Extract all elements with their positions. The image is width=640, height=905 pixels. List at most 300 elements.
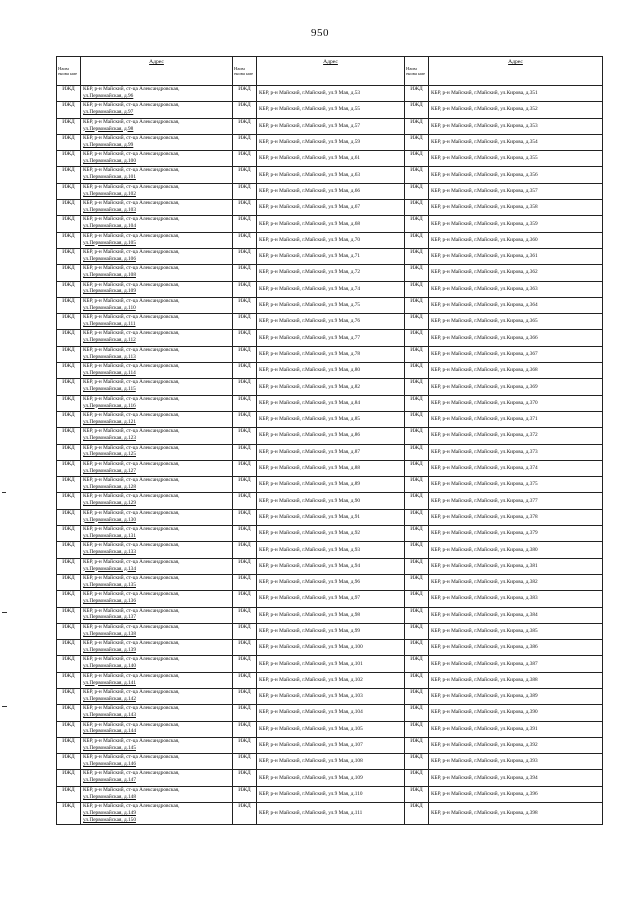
address-cell-col-3: КБР, р-н Майский, г.Майский, ул.Кирова, д.363 [429, 281, 603, 297]
table-row [57, 509, 603, 525]
address-line: КБР, р-н Майский, ст-ца Александровская, [83, 640, 180, 647]
table-row [57, 721, 603, 737]
address-cell-col-1 [81, 379, 233, 395]
address-line: ул.Первомайская, д.144 [83, 728, 136, 735]
object-type-cell-col-1: ИЖД [57, 509, 81, 525]
object-type-cell-col-3: ИЖД [405, 737, 429, 753]
address-cell-col-3: КБР, р-н Майский, г.Майский, ул.Кирова, д.378 [429, 509, 603, 525]
scan-margin-mark [2, 492, 6, 493]
object-type-cell-col-2: ИЖД [233, 591, 257, 607]
address-line: КБР, р-н Майский, ст-ца Александровская, [83, 721, 180, 728]
address-line: ул.Первомайская, д.121 [83, 418, 136, 425]
address-cell-col-3: КБР, р-н Майский, г.Майский, ул.Кирова, д.370 [429, 395, 603, 411]
object-type-cell-col-3: ИЖД [405, 167, 429, 183]
object-type-cell-col-2: ИЖД [233, 428, 257, 444]
address-line: ул.Первомайская, д.145 [83, 744, 136, 751]
table-row [57, 688, 603, 704]
address-line: КБР, р-н Майский, ст-ца Александровская, [83, 493, 180, 500]
address-cell-col-3: КБР, р-н Майский, г.Майский, ул.Кирова, д.389 [429, 688, 603, 704]
address-cell-col-3: КБР, р-н Майский, г.Майский, ул.Кирова, д.398 [429, 803, 603, 825]
address-cell-col-1 [81, 297, 233, 313]
address-line: КБР, р-н Майский, ст-ца Александровская, [83, 346, 180, 353]
address-cell-col-1 [81, 183, 233, 199]
address-cell-col-3: КБР, р-н Майский, г.Майский, ул.Кирова, д.368 [429, 363, 603, 379]
object-type-cell-col-3: ИЖД [405, 721, 429, 737]
address-cell-col-2: КБР, р-н Майский, г.Майский, ул.9 Мая, д.70 [257, 232, 405, 248]
table-row [57, 379, 603, 395]
address-line: ул.Первомайская, д.96 [83, 92, 134, 99]
object-type-cell-col-2: ИЖД [233, 558, 257, 574]
address-cell-col-2: КБР, р-н Майский, г.Майский, ул.9 Мая, д.75 [257, 297, 405, 313]
object-type-cell-col-2: ИЖД [233, 363, 257, 379]
object-type-cell-col-2: ИЖД [233, 754, 257, 770]
table-row [57, 542, 603, 558]
address-cell-col-3: КБР, р-н Майский, г.Майский, ул.Кирова, д.352 [429, 102, 603, 118]
address-cell-col-2: КБР, р-н Майский, г.Майский, ул.9 Мая, д.100 [257, 640, 405, 656]
table-row [57, 363, 603, 379]
address-cell-col-3: КБР, р-н Майский, г.Майский, ул.Кирова, д.385 [429, 623, 603, 639]
address-cell-col-2: КБР, р-н Майский, г.Майский, ул.9 Мая, д.94 [257, 558, 405, 574]
address-cell-col-3: КБР, р-н Майский, г.Майский, ул.Кирова, д.377 [429, 493, 603, 509]
address-line: ул.Первомайская, д.116 [83, 402, 136, 409]
address-line: КБР, р-н Майский, ст-ца Александровская, [83, 786, 180, 793]
object-type-cell-col-3: ИЖД [405, 265, 429, 281]
address-cell-col-3: КБР, р-н Майский, г.Майский, ул.Кирова, д.387 [429, 656, 603, 672]
address-cell-col-2: КБР, р-н Майский, г.Майский, ул.9 Мая, д.72 [257, 265, 405, 281]
address-cell-col-3: КБР, р-н Майский, г.Майский, ул.Кирова, д.383 [429, 591, 603, 607]
object-type-cell-col-1: ИЖД [57, 183, 81, 199]
address-cell-col-3: КБР, р-н Майский, г.Майский, ул.Кирова, д.388 [429, 672, 603, 688]
object-type-cell-col-1: ИЖД [57, 656, 81, 672]
object-type-cell-col-1: ИЖД [57, 411, 81, 427]
object-type-cell-col-3: ИЖД [405, 118, 429, 134]
object-type-cell-col-2: ИЖД [233, 574, 257, 590]
object-type-cell-col-1: ИЖД [57, 102, 81, 118]
address-line: ул.Первомайская, д.127 [83, 467, 136, 474]
object-type-cell-col-3: ИЖД [405, 411, 429, 427]
address-cell-col-3: КБР, р-н Майский, г.Майский, ул.Кирова, д.386 [429, 640, 603, 656]
address-table [56, 56, 603, 825]
object-type-cell-col-2: ИЖД [233, 444, 257, 460]
table-row [57, 477, 603, 493]
address-cell-col-1 [81, 118, 233, 134]
address-cell-col-1 [81, 248, 233, 264]
address-line: КБР, р-н Майский, ст-ца Александровская, [83, 200, 180, 207]
scan-margin-mark [2, 612, 7, 613]
object-type-cell-col-3: ИЖД [405, 330, 429, 346]
object-type-cell-col-3: ИЖД [405, 786, 429, 802]
address-cell-col-2: КБР, р-н Майский, г.Майский, ул.9 Мая, д.85 [257, 411, 405, 427]
address-cell-col-1 [81, 281, 233, 297]
object-type-cell-col-3: ИЖД [405, 672, 429, 688]
table-row [57, 428, 603, 444]
address-line: КБР, р-н Майский, ст-ца Александровская, [83, 444, 180, 451]
address-cell-col-3: КБР, р-н Майский, г.Майский, ул.Кирова, д.381 [429, 558, 603, 574]
object-type-cell-col-3: ИЖД [405, 477, 429, 493]
address-line: ул.Первомайская, д.149 [83, 809, 136, 816]
address-cell-col-1 [81, 672, 233, 688]
address-cell-col-2: КБР, р-н Майский, г.Майский, ул.9 Мая, д.92 [257, 526, 405, 542]
object-type-cell-col-1: ИЖД [57, 248, 81, 264]
address-cell-col-1 [81, 526, 233, 542]
table-row [57, 754, 603, 770]
address-cell-col-2: КБР, р-н Майский, г.Майский, ул.9 Мая, д.103 [257, 688, 405, 704]
address-cell-col-3: КБР, р-н Майский, г.Майский, ул.Кирова, д.375 [429, 477, 603, 493]
object-type-cell-col-3: ИЖД [405, 151, 429, 167]
address-cell-col-3: КБР, р-н Майский, г.Майский, ул.Кирова, д.372 [429, 428, 603, 444]
address-line: ул.Первомайская, д.114 [83, 369, 136, 376]
address-cell-col-3: КБР, р-н Майский, г.Майский, ул.Кирова, д.366 [429, 330, 603, 346]
address-line: КБР, р-н Майский, ст-ца Александровская, [83, 607, 180, 614]
object-type-cell-col-2: ИЖД [233, 330, 257, 346]
object-type-cell-col-1: ИЖД [57, 574, 81, 590]
object-type-cell-col-2: ИЖД [233, 151, 257, 167]
object-type-cell-col-2: ИЖД [233, 656, 257, 672]
address-cell-col-1 [81, 574, 233, 590]
address-line: ул.Первомайская, д.104 [83, 223, 136, 230]
object-type-cell-col-1: ИЖД [57, 330, 81, 346]
header-name-col-2: Наим енова ние [233, 57, 257, 86]
object-type-cell-col-3: ИЖД [405, 200, 429, 216]
address-cell-col-3: КБР, р-н Майский, г.Майский, ул.Кирова, д.367 [429, 346, 603, 362]
address-cell-col-2: КБР, р-н Майский, г.Майский, ул.9 Мая, д.53 [257, 86, 405, 102]
address-cell-col-3: КБР, р-н Майский, г.Майский, ул.Кирова, д.373 [429, 444, 603, 460]
address-cell-col-3: КБР, р-н Майский, г.Майский, ул.Кирова, д.357 [429, 183, 603, 199]
object-type-cell-col-1: ИЖД [57, 86, 81, 102]
address-line: КБР, р-н Майский, ст-ца Александровская, [83, 297, 180, 304]
address-cell-col-3: КБР, р-н Майский, г.Майский, ул.Кирова, д.362 [429, 265, 603, 281]
address-line: ул.Первомайская, д.134 [83, 565, 136, 572]
object-type-cell-col-3: ИЖД [405, 346, 429, 362]
address-line: ул.Первомайская, д.101 [83, 174, 136, 181]
address-line: ул.Первомайская, д.142 [83, 695, 136, 702]
address-cell-col-2: КБР, р-н Майский, г.Майский, ул.9 Мая, д.67 [257, 200, 405, 216]
address-line: ул.Первомайская, д.138 [83, 630, 136, 637]
object-type-cell-col-1: ИЖД [57, 167, 81, 183]
address-line: ул.Первомайская, д.123 [83, 435, 136, 442]
address-line: ул.Первомайская, д.135 [83, 581, 136, 588]
object-type-cell-col-2: ИЖД [233, 411, 257, 427]
object-type-cell-col-1: ИЖД [57, 265, 81, 281]
address-cell-col-2: КБР, р-н Майский, г.Майский, ул.9 Мая, д.97 [257, 591, 405, 607]
address-cell-col-3: КБР, р-н Майский, г.Майский, ул.Кирова, д.364 [429, 297, 603, 313]
address-cell-col-1 [81, 151, 233, 167]
object-type-cell-col-2: ИЖД [233, 542, 257, 558]
address-cell-col-1 [81, 265, 233, 281]
object-type-cell-col-1: ИЖД [57, 493, 81, 509]
object-type-cell-col-1: ИЖД [57, 770, 81, 786]
header-address-col-3: Адрес [429, 57, 603, 86]
table-row [57, 591, 603, 607]
address-line: ул.Первомайская, д.111 [83, 321, 136, 328]
object-type-cell-col-2: ИЖД [233, 509, 257, 525]
address-cell-col-3: КБР, р-н Майский, г.Майский, ул.Кирова, д.392 [429, 737, 603, 753]
address-cell-col-2: КБР, р-н Майский, г.Майский, ул.9 Мая, д.55 [257, 102, 405, 118]
table-row [57, 623, 603, 639]
object-type-cell-col-2: ИЖД [233, 607, 257, 623]
object-type-cell-col-2: ИЖД [233, 118, 257, 134]
table-row [57, 493, 603, 509]
address-cell-col-3: КБР, р-н Майский, г.Майский, ул.Кирова, д.356 [429, 167, 603, 183]
object-type-cell-col-1: ИЖД [57, 134, 81, 150]
address-cell-col-2: КБР, р-н Майский, г.Майский, ул.9 Мая, д.82 [257, 379, 405, 395]
table-row [57, 672, 603, 688]
address-cell-col-2: КБР, р-н Майский, г.Майский, ул.9 Мая, д.99 [257, 623, 405, 639]
object-type-cell-col-1: ИЖД [57, 591, 81, 607]
object-type-cell-col-1: ИЖД [57, 428, 81, 444]
object-type-cell-col-1: ИЖД [57, 786, 81, 802]
object-type-cell-col-1: ИЖД [57, 737, 81, 753]
object-type-cell-col-1: ИЖД [57, 705, 81, 721]
address-line: КБР, р-н Майский, ст-ца Александровская, [83, 281, 180, 288]
object-type-cell-col-2: ИЖД [233, 460, 257, 476]
address-line: КБР, р-н Майский, ст-ца Александровская, [83, 395, 180, 402]
address-cell-col-1 [81, 363, 233, 379]
address-line: КБР, р-н Майский, ст-ца Александровская, [83, 460, 180, 467]
address-cell-col-2: КБР, р-н Майский, г.Майский, ул.9 Мая, д.109 [257, 770, 405, 786]
address-line: ул.Первомайская, д.131 [83, 532, 136, 539]
header-address-col-1: Адрес [81, 57, 233, 86]
object-type-cell-col-3: ИЖД [405, 526, 429, 542]
address-line: КБР, р-н Майский, ст-ца Александровская, [83, 623, 180, 630]
address-cell-col-1 [81, 444, 233, 460]
address-cell-col-3: КБР, р-н Майский, г.Майский, ул.Кирова, д.359 [429, 216, 603, 232]
address-line: КБР, р-н Майский, ст-ца Александровская, [83, 265, 180, 272]
table-row [57, 705, 603, 721]
table-row [57, 395, 603, 411]
address-line: ул.Первомайская, д.133 [83, 549, 136, 556]
address-cell-col-2: КБР, р-н Майский, г.Майский, ул.9 Мая, д.90 [257, 493, 405, 509]
table-row [57, 444, 603, 460]
address-line: ул.Первомайская, д.146 [83, 761, 136, 768]
object-type-cell-col-1: ИЖД [57, 232, 81, 248]
object-type-cell-col-2: ИЖД [233, 786, 257, 802]
object-type-cell-col-2: ИЖД [233, 395, 257, 411]
address-cell-col-1 [81, 134, 233, 150]
address-line: ул.Первомайская, д.136 [83, 598, 136, 605]
page-number: 950 [311, 27, 329, 39]
address-line: ул.Первомайская, д.125 [83, 451, 136, 458]
object-type-cell-col-3: ИЖД [405, 232, 429, 248]
address-line: КБР, р-н Майский, ст-ца Александровская, [83, 102, 180, 109]
address-line: КБР, р-н Майский, ст-ца Александровская, [83, 574, 180, 581]
address-cell-col-2: КБР, р-н Майский, г.Майский, ул.9 Мая, д.87 [257, 444, 405, 460]
address-line: ул.Первомайская, д.148 [83, 793, 136, 800]
address-line: ул.Первомайская, д.140 [83, 663, 136, 670]
table-row [57, 346, 603, 362]
address-line: ул.Первомайская, д.139 [83, 647, 136, 653]
address-line: КБР, р-н Майский, ст-ца Александровская, [83, 248, 180, 255]
object-type-cell-col-2: ИЖД [233, 526, 257, 542]
object-type-cell-col-3: ИЖД [405, 395, 429, 411]
object-type-cell-col-3: ИЖД [405, 102, 429, 118]
address-cell-col-3: КБР, р-н Майский, г.Майский, ул.Кирова, д.382 [429, 574, 603, 590]
object-type-cell-col-2: ИЖД [233, 265, 257, 281]
address-cell-col-1 [81, 460, 233, 476]
table-row [57, 134, 603, 150]
object-type-cell-col-2: ИЖД [233, 167, 257, 183]
address-cell-col-1 [81, 428, 233, 444]
address-line: ул.Первомайская, д.108 [83, 272, 136, 279]
object-type-cell-col-2: ИЖД [233, 770, 257, 786]
address-cell-col-1 [81, 786, 233, 802]
address-line: КБР, р-н Майский, ст-ца Александровская, [83, 526, 180, 533]
object-type-cell-col-3: ИЖД [405, 705, 429, 721]
address-line: КБР, р-н Майский, ст-ца Александровская, [83, 591, 180, 598]
address-cell-col-2: КБР, р-н Майский, г.Майский, ул.9 Мая, д.84 [257, 395, 405, 411]
table-row [57, 526, 603, 542]
address-line: КБР, р-н Майский, ст-ца Александровская, [83, 86, 180, 92]
address-cell-col-2: КБР, р-н Майский, г.Майский, ул.9 Мая, д.68 [257, 216, 405, 232]
address-line: ул.Первомайская, д.98 [83, 125, 134, 132]
address-line: КБР, р-н Майский, ст-ца Александровская, [83, 232, 180, 239]
address-cell-col-2: КБР, р-н Майский, г.Майский, ул.9 Мая, д.91 [257, 509, 405, 525]
address-line: ул.Первомайская, д.113 [83, 353, 136, 360]
table-row [57, 314, 603, 330]
object-type-cell-col-3: ИЖД [405, 640, 429, 656]
address-cell-col-2: КБР, р-н Майский, г.Майский, ул.9 Мая, д.101 [257, 656, 405, 672]
address-cell-col-1 [81, 395, 233, 411]
object-type-cell-col-1: ИЖД [57, 118, 81, 134]
object-type-cell-col-3: ИЖД [405, 297, 429, 313]
address-cell-col-3: КБР, р-н Майский, г.Майский, ул.Кирова, д.361 [429, 248, 603, 264]
table-row [57, 265, 603, 281]
address-cell-col-2: КБР, р-н Майский, г.Майский, ул.9 Мая, д.78 [257, 346, 405, 362]
address-line: КБР, р-н Майский, ст-ца Александровская, [83, 705, 180, 712]
address-cell-col-2: КБР, р-н Майский, г.Майский, ул.9 Мая, д.59 [257, 134, 405, 150]
address-line: ул.Первомайская, д.106 [83, 255, 136, 262]
table-row [57, 330, 603, 346]
table-row [57, 232, 603, 248]
address-cell-col-1 [81, 623, 233, 639]
address-cell-col-1 [81, 86, 233, 102]
address-cell-col-3: КБР, р-н Майский, г.Майский, ул.Кирова, д.380 [429, 542, 603, 558]
address-line: ул.Первомайская, д.110 [83, 304, 136, 311]
object-type-cell-col-3: ИЖД [405, 558, 429, 574]
address-cell-col-3: КБР, р-н Майский, г.Майский, ул.Кирова, д.391 [429, 721, 603, 737]
object-type-cell-col-3: ИЖД [405, 607, 429, 623]
object-type-cell-col-3: ИЖД [405, 656, 429, 672]
address-line: ул.Первомайская, д.99 [83, 141, 134, 148]
address-cell-col-2: КБР, р-н Майский, г.Майский, ул.9 Мая, д.88 [257, 460, 405, 476]
address-line: КБР, р-н Майский, ст-ца Александровская, [83, 803, 180, 810]
table-row [57, 558, 603, 574]
address-cell-col-1 [81, 591, 233, 607]
address-cell-col-3: КБР, р-н Майский, г.Майский, ул.Кирова, д.360 [429, 232, 603, 248]
object-type-cell-col-2: ИЖД [233, 477, 257, 493]
object-type-cell-col-3: ИЖД [405, 216, 429, 232]
address-cell-col-2: КБР, р-н Майский, г.Майский, ул.9 Мая, д.108 [257, 754, 405, 770]
address-cell-col-3: КБР, р-н Майский, г.Майский, ул.Кирова, д.351 [429, 86, 603, 102]
address-line: КБР, р-н Майский, ст-ца Александровская, [83, 477, 180, 484]
table-row [57, 281, 603, 297]
address-line: ул.Первомайская, д.147 [83, 777, 136, 784]
object-type-cell-col-2: ИЖД [233, 721, 257, 737]
object-type-cell-col-1: ИЖД [57, 672, 81, 688]
object-type-cell-col-2: ИЖД [233, 102, 257, 118]
object-type-cell-col-1: ИЖД [57, 379, 81, 395]
table-body [57, 86, 603, 825]
address-cell-col-2: КБР, р-н Майский, г.Майский, ул.9 Мая, д.71 [257, 248, 405, 264]
address-cell-col-3: КБР, р-н Майский, г.Майский, ул.Кирова, д.353 [429, 118, 603, 134]
object-type-cell-col-1: ИЖД [57, 363, 81, 379]
address-cell-col-3: КБР, р-н Майский, г.Майский, ул.Кирова, д.390 [429, 705, 603, 721]
object-type-cell-col-1: ИЖД [57, 754, 81, 770]
address-cell-col-2: КБР, р-н Майский, г.Майский, ул.9 Мая, д.111 [257, 803, 405, 825]
table-header-row [57, 57, 603, 86]
address-cell-col-1 [81, 411, 233, 427]
address-line: КБР, р-н Майский, ст-ца Александровская, [83, 411, 180, 418]
object-type-cell-col-1: ИЖД [57, 640, 81, 656]
table-row [57, 118, 603, 134]
object-type-cell-col-3: ИЖД [405, 770, 429, 786]
object-type-cell-col-2: ИЖД [233, 86, 257, 102]
address-cell-col-3: КБР, р-н Майский, г.Майский, ул.Кирова, д.369 [429, 379, 603, 395]
table-row [57, 102, 603, 118]
object-type-cell-col-3: ИЖД [405, 86, 429, 102]
address-line: ул.Первомайская, д.105 [83, 239, 136, 246]
object-type-cell-col-2: ИЖД [233, 672, 257, 688]
address-line: КБР, р-н Майский, ст-ца Александровская, [83, 509, 180, 516]
address-cell-col-2: КБР, р-н Майский, г.Майский, ул.9 Мая, д.110 [257, 786, 405, 802]
object-type-cell-col-2: ИЖД [233, 281, 257, 297]
address-line: ул.Первомайская, д.141 [83, 679, 136, 686]
address-line: ул.Первомайская, д.130 [83, 516, 136, 523]
object-type-cell-col-3: ИЖД [405, 444, 429, 460]
address-cell-col-3: КБР, р-н Майский, г.Майский, ул.Кирова, д.354 [429, 134, 603, 150]
object-type-cell-col-1: ИЖД [57, 623, 81, 639]
object-type-cell-col-3: ИЖД [405, 428, 429, 444]
address-cell-col-1 [81, 803, 233, 825]
address-line: ул.Первомайская, д.103 [83, 206, 136, 213]
address-line: ул.Первомайская, д.109 [83, 288, 136, 295]
scan-margin-mark [2, 706, 7, 707]
object-type-cell-col-2: ИЖД [233, 493, 257, 509]
address-line: КБР, р-н Майский, ст-ца Александровская, [83, 737, 180, 744]
object-type-cell-col-2: ИЖД [233, 314, 257, 330]
table-row [57, 656, 603, 672]
object-type-cell-col-3: ИЖД [405, 623, 429, 639]
table-row [57, 770, 603, 786]
object-type-cell-col-3: ИЖД [405, 803, 429, 825]
object-type-cell-col-3: ИЖД [405, 314, 429, 330]
address-cell-col-1 [81, 346, 233, 362]
address-line: ул.Первомайская, д.112 [83, 337, 136, 344]
object-type-cell-col-2: ИЖД [233, 640, 257, 656]
table-row [57, 460, 603, 476]
address-cell-col-2: КБР, р-н Майский, г.Майский, ул.9 Мая, д.105 [257, 721, 405, 737]
object-type-cell-col-3: ИЖД [405, 460, 429, 476]
object-type-cell-col-1: ИЖД [57, 281, 81, 297]
object-type-cell-col-3: ИЖД [405, 363, 429, 379]
object-type-cell-col-2: ИЖД [233, 346, 257, 362]
address-line: КБР, р-н Майский, ст-ца Александровская, [83, 330, 180, 337]
address-line: ул.Первомайская, д.129 [83, 500, 136, 507]
table-row [57, 786, 603, 802]
address-cell-col-2: КБР, р-н Майский, г.Майский, ул.9 Мая, д.98 [257, 607, 405, 623]
address-cell-col-1 [81, 477, 233, 493]
address-line: КБР, р-н Майский, ст-ца Александровская, [83, 314, 180, 321]
address-cell-col-1 [81, 314, 233, 330]
object-type-cell-col-1: ИЖД [57, 542, 81, 558]
address-cell-col-2: КБР, р-н Майский, г.Майский, ул.9 Мая, д.96 [257, 574, 405, 590]
table-row [57, 574, 603, 590]
address-line: КБР, р-н Майский, ст-ца Александровская, [83, 770, 180, 777]
address-cell-col-1 [81, 200, 233, 216]
address-cell-col-1 [81, 330, 233, 346]
address-line: ул.Первомайская, д.115 [83, 386, 136, 393]
table-row [57, 151, 603, 167]
